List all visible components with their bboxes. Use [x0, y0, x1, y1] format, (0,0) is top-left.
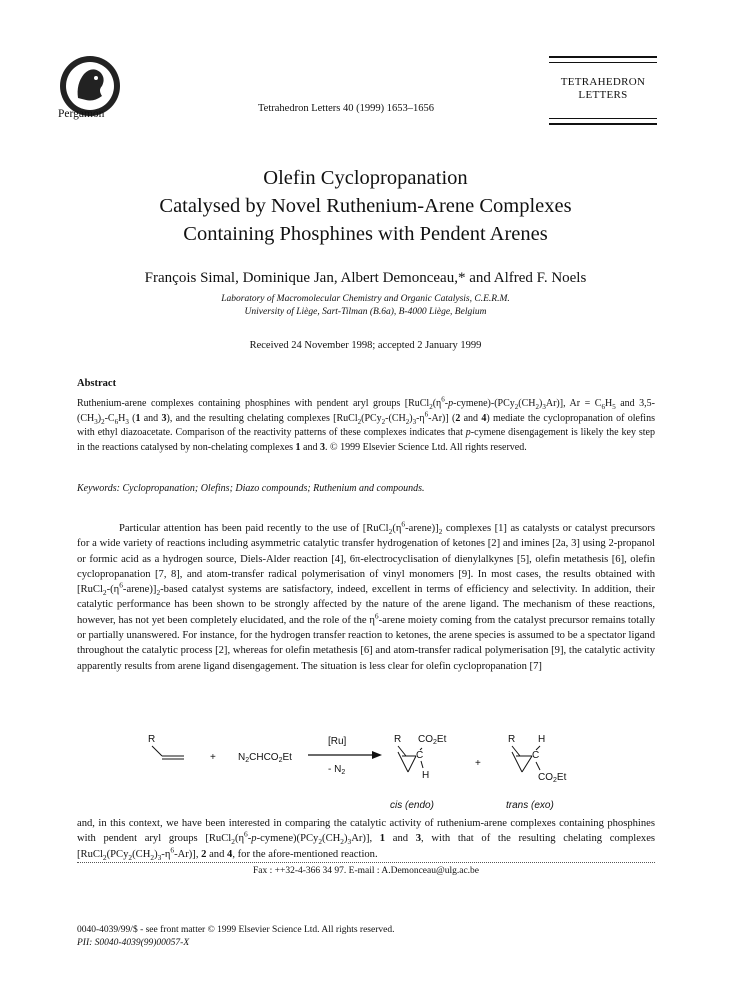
trans-r: R	[508, 734, 516, 745]
header-rule-bottom-thin	[549, 118, 657, 119]
article-title	[60, 164, 671, 248]
header-rule-bottom	[549, 123, 657, 125]
correspondence-footnote: Fax : ++32-4-366 34 97. E-mail : A.Demonceau@ulg.ac.be	[252, 866, 480, 876]
scheme-plus-2: +	[475, 758, 481, 769]
abstract-heading: Abstract	[77, 378, 117, 389]
reaction-scheme	[140, 730, 600, 814]
reaction-arrowhead	[372, 751, 382, 759]
affiliation-line-2: University of Liège, Sart-Tilman (B.6a), B-4000 Liège, Belgium	[244, 307, 487, 317]
journal-citation: Tetrahedron Letters 40 (1999) 1653–1656	[258, 103, 434, 114]
author-list: François Simal, Dominique Jan, Albert Demonceau,* and Alfred F. Noels	[144, 270, 587, 286]
olefin-structure	[152, 746, 184, 759]
body-paragraph-2: and, in this context, we have been interested in comparing the catalytic activity of ruthenium-arene complexes containing phosphines with pendent aryl groups $[RuCl_2(\eta^6-p-cymene)(PCy_2(CH_2)_3Ar)]$, 1 and 3, with that of the resulting chelating complexes $[RuCl_2(PCy_2(CH_2)_3-\eta^6-Ar)]$, 2 and 4, for the afore-mentioned reaction.	[77, 818, 656, 862]
title-line-1: Olefin Cyclopropanation	[263, 167, 468, 189]
journal-name-line2: LETTERS	[578, 89, 628, 101]
scheme-plus-1: +	[210, 752, 216, 763]
title-line-3: Containing Phosphines with Pendent Arenes	[183, 223, 548, 245]
cis-h: H	[422, 770, 430, 781]
footer-pii: PII: S0040-4039(99)00057-X	[77, 938, 190, 948]
affiliation-line-1: Laboratory of Macromolecular Chemistry and Organic Catalysis, C.E.R.M.	[221, 294, 510, 304]
trans-h: H	[538, 734, 546, 745]
footer-line-1: 0040-4039/99/$ - see front matter © 1999 Elsevier Science Ltd. All rights reserved.	[77, 925, 395, 935]
scheme-olefin-r: R	[148, 734, 156, 745]
trans-label: trans (exo)	[506, 800, 554, 811]
cis-r: R	[394, 734, 402, 745]
publisher-name: Pergamon	[58, 108, 105, 120]
footnote-separator	[77, 862, 655, 863]
journal-name	[548, 76, 658, 102]
cis-co2et: $CO_2Et$	[418, 734, 447, 746]
journal-name-line1: TETRAHEDRON	[560, 76, 646, 88]
trans-c: C	[532, 750, 540, 761]
cis-c: C	[416, 750, 424, 761]
title-line-2: Catalysed by Novel Ruthenium-Arene Complexes	[159, 195, 572, 217]
copyright-footer	[77, 924, 394, 950]
cis-label: cis (endo)	[390, 800, 434, 811]
keywords: Keywords: Cyclopropanation; Olefins; Diazo compounds; Ruthenium and compounds.	[77, 483, 425, 494]
abstract-text: Ruthenium-arene complexes containing phosphines with pendent aryl groups $[RuCl_2(\eta^6-p-cymene)-(PCy_2(CH_2)_3Ar)]$, $Ar = C_6H_5$ and $3,5-(CH_3)_2-C_6H_3$ (1 and 3), and the resulting chelating complexes $[RuCl_2(PCy_2-(CH_2)_3-\eta^6-Ar)]$ (2 and 4) mediate the cyclopropanation of olefins with ethyl diazoacetate. Comparison of the reactivity patterns of these complexes indicates that p-cymene disengagement is likely the key step in the reactions catalysed by non-chelating complexes 1 and 3. © 1999 Elsevier Science Ltd. All rights reserved.	[77, 395, 655, 453]
header-rule-top	[549, 56, 657, 58]
scheme-byproduct: - $N_2$	[328, 764, 346, 776]
scheme-reagent: $N_2CHCO_2Et$	[238, 752, 292, 764]
trans-co2et: $CO_2Et$	[538, 772, 567, 784]
affiliation	[60, 293, 671, 319]
header-rule-top-thin	[549, 62, 657, 63]
received-dates: Received 24 November 1998; accepted 2 January 1999	[249, 340, 482, 351]
body-paragraph-1: Particular attention has been paid recently to the use of $[RuCl_2(\eta^6-arene)]_2$ complexes [1] as catalysts or catalyst precursors for a wide variety of reactions including asymmetric catalytic transfer hydrogenation of ketones [2] and imines [2a, 3] using 2-propanol or formic acid as a hydrogen source, Diels-Alder reaction [4], 6π-electrocyclisation of dienylalkynes [5], olefin metathesis [6], olefin cyclopropanation [7, 8], and atom-transfer radical polymerisation of vinyl monomers [9]. In most cases, the results obtained with $[RuCl_2-(\eta^6-arene)]_2$-based catalyst systems are satisfactory, indeed, excellent in terms of efficiency and selectivity. In addition, their catalytic performance has been shown to be strongly affected by the nature of the arene ligand. The mechanism of these reactions, however, has not yet been completely elucidated, and the role of the $\eta^6$-arene moiety coming from the catalyst precursor remains totally or partially unanswered. For instance, for the hydrogen transfer reaction to ketones, the arene species is assumed to be a spectator ligand throughout the catalytic process [2], whereas for olefin metathesis [6] and atom-transfer radical polymerisation [9], the catalytic activity apparently results from arene ligand disengagement. The situation is less clear for olefin cyclopropanation [7]	[77, 519, 655, 672]
scheme-catalyst: [Ru]	[328, 736, 347, 747]
